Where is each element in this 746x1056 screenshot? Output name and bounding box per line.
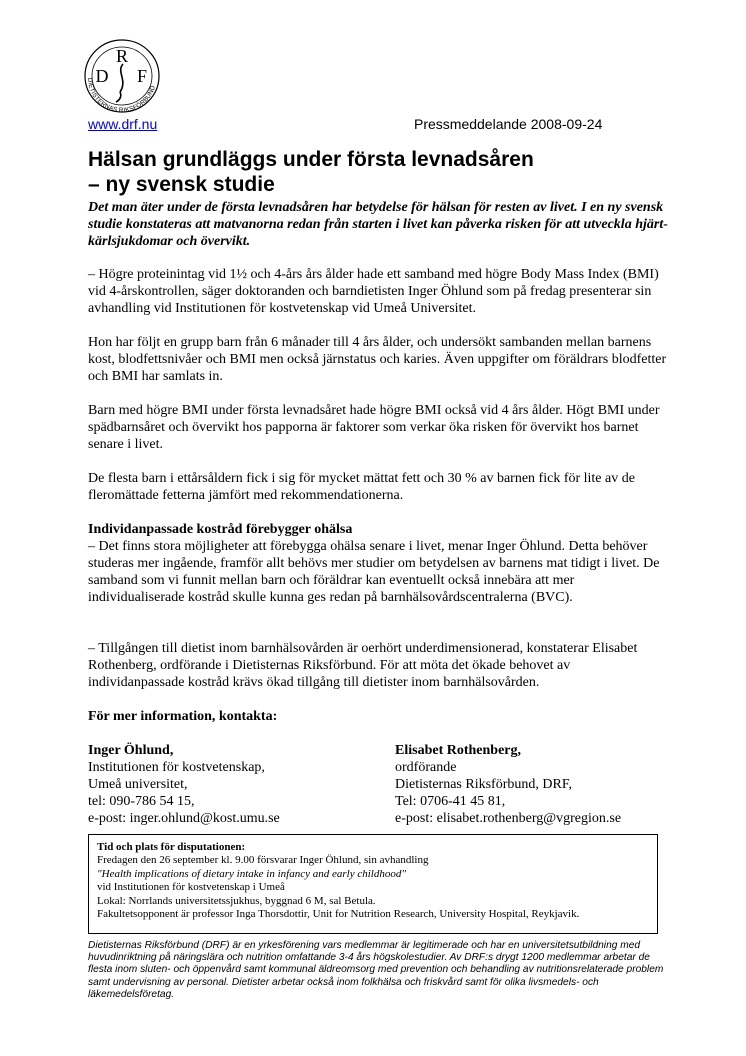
contact-line: ordförande: [395, 760, 457, 775]
paragraph-1: – Högre proteinintag vid 1½ och 4-års års ålder hade ett samband med högre Body Mass Index (BMI) vid 4-årskontrollen, säger doktoranden och barndietisten Inger Öhlund som på fredag presenterar sin avhandling vid Institutionen för kostvetenskap vid Umeå Universitet.: [88, 267, 659, 316]
contact-name: Inger Öhlund,: [88, 743, 174, 758]
headline-line-2: – ny svensk studie: [88, 173, 275, 196]
logo-letter-r: R: [115, 46, 129, 66]
box-line: Fredagen den 26 september kl. 9.00 försvarar Inger Öhlund, sin avhandling: [97, 854, 429, 867]
box-line: Fakultetsopponent är professor Inga Thorsdottir, Unit for Nutrition Research, University Hospital, Reykjavik.: [97, 908, 580, 921]
contact-phone: tel: 090-786 54 15,: [88, 794, 195, 809]
website-link[interactable]: www.drf.nu: [88, 116, 158, 132]
drf-logo: [76, 36, 168, 118]
logo-ring-text: DIETISTERNAS RIKSFÖRBUND: [85, 77, 157, 115]
contact-phone: Tel: 0706-41 45 81,: [395, 794, 506, 809]
paragraph-2: Hon har följt en grupp barn från 6 månader till 4 års ålder, och undersökt sambanden mellan barnens kost, blodfettsnivåer och BMI men också järnstatus och karies. Även uppgifter om föräldrars blodfetter och BMI har samlats in.: [88, 335, 667, 384]
contact-inger: [88, 742, 388, 827]
logo-feather-icon: [116, 64, 123, 102]
contact-email: e-post: inger.ohlund@kost.umu.se: [88, 811, 280, 826]
footer-about-drf: Dietisternas Riksförbund (DRF) är en yrkesförening vars medlemmar är legitimerade och har en universitetsutbildning med huvudinriktning på näringslära och nutrition omfattande 3-4 års högskolestudier. Av DRF:s drygt 1200 medlemmar arbetar de flesta inom sluten- och öppenvård samt kommunal äldreomsorg med prevention och behandling av nutritionsrelaterade problem samt undervisning av personal. Dietister arbetar också inom folkhälsa och friskvård samt för olika livsmedels- och läkemedelsföretag.: [88, 940, 664, 1000]
headline-line-1: Hälsan grundläggs under första levnadsåren: [88, 148, 534, 171]
contact-line: Institutionen för kostvetenskap,: [88, 760, 265, 775]
contact-line: Dietisternas Riksförbund, DRF,: [395, 777, 572, 792]
box-line: vid Institutionen för kostvetenskap i Umeå: [97, 881, 285, 894]
box-line: Lokal: Norrlands universitetssjukhus, byggnad 6 M, sal Betula.: [97, 894, 376, 907]
logo-letter-f: F: [136, 66, 148, 86]
headline: [88, 147, 688, 197]
paragraph-3: Barn med högre BMI under första levnadsåret hade högre BMI också vid 4 års ålder. Högt BMI under spädbarnsåret och övervikt hos papporna är faktorer som verkar öka risken för övervikt hos barnet senare i livet.: [88, 403, 660, 452]
box-title: Tid och plats för disputationen:: [97, 841, 246, 853]
press-release-date: Pressmeddelande 2008-09-24: [414, 116, 603, 132]
contact-name: Elisabet Rothenberg,: [395, 743, 521, 758]
thesis-title: "Health implications of dietary intake in infancy and early childhood": [97, 867, 406, 880]
contact-line: Umeå universitet,: [88, 777, 188, 792]
contact-heading: För mer information, kontakta:: [88, 709, 278, 724]
paragraph-4: De flesta barn i ettårsåldern fick i sig för mycket mättat fett och 30 % av barnen fick för lite av de fleromättade fetterna jämfört med rekommendationerna.: [88, 471, 635, 503]
contact-elisabet: [395, 742, 695, 827]
logo-letter-d: D: [95, 66, 109, 86]
paragraph-5: – Det finns stora möjligheter att förebygga ohälsa senare i livet, menar Inger Öhlund. Detta behöver studeras mer ingående, framför allt behövs mer studier om betydelsen av barnens mat tidigt i livet. De samband som vi funnit mellan barn och föräldrar kan eventuellt också innebära att mer individualiserade kostråd skulle kunna ges redan på barnhälsovårdscentralerna (BVC).: [88, 539, 660, 605]
subheading: Individanpassade kostråd förebygger ohälsa: [88, 522, 353, 537]
contact-email: e-post: elisabet.rothenberg@vgregion.se: [395, 811, 622, 826]
paragraph-6: – Tillgången till dietist inom barnhälsovården är oerhört underdimensionerad, konstaterar Elisabet Rothenberg, ordförande i Dietisternas Riksförbund. För att möta det ökade behovet av individanpassade kostråd krävs ökad tillgång till dietister inom barnhälsovården.: [88, 641, 638, 690]
lead-paragraph: Det man äter under de första levnadsåren har betydelse för hälsan för resten av livet. I en ny svensk studie konstateras att matvanorna redan från starten i livet kan påverka risken för att utveckla hjärt-kärlsjukdomar och övervikt.: [88, 200, 668, 249]
disputation-info-box: [88, 834, 658, 934]
